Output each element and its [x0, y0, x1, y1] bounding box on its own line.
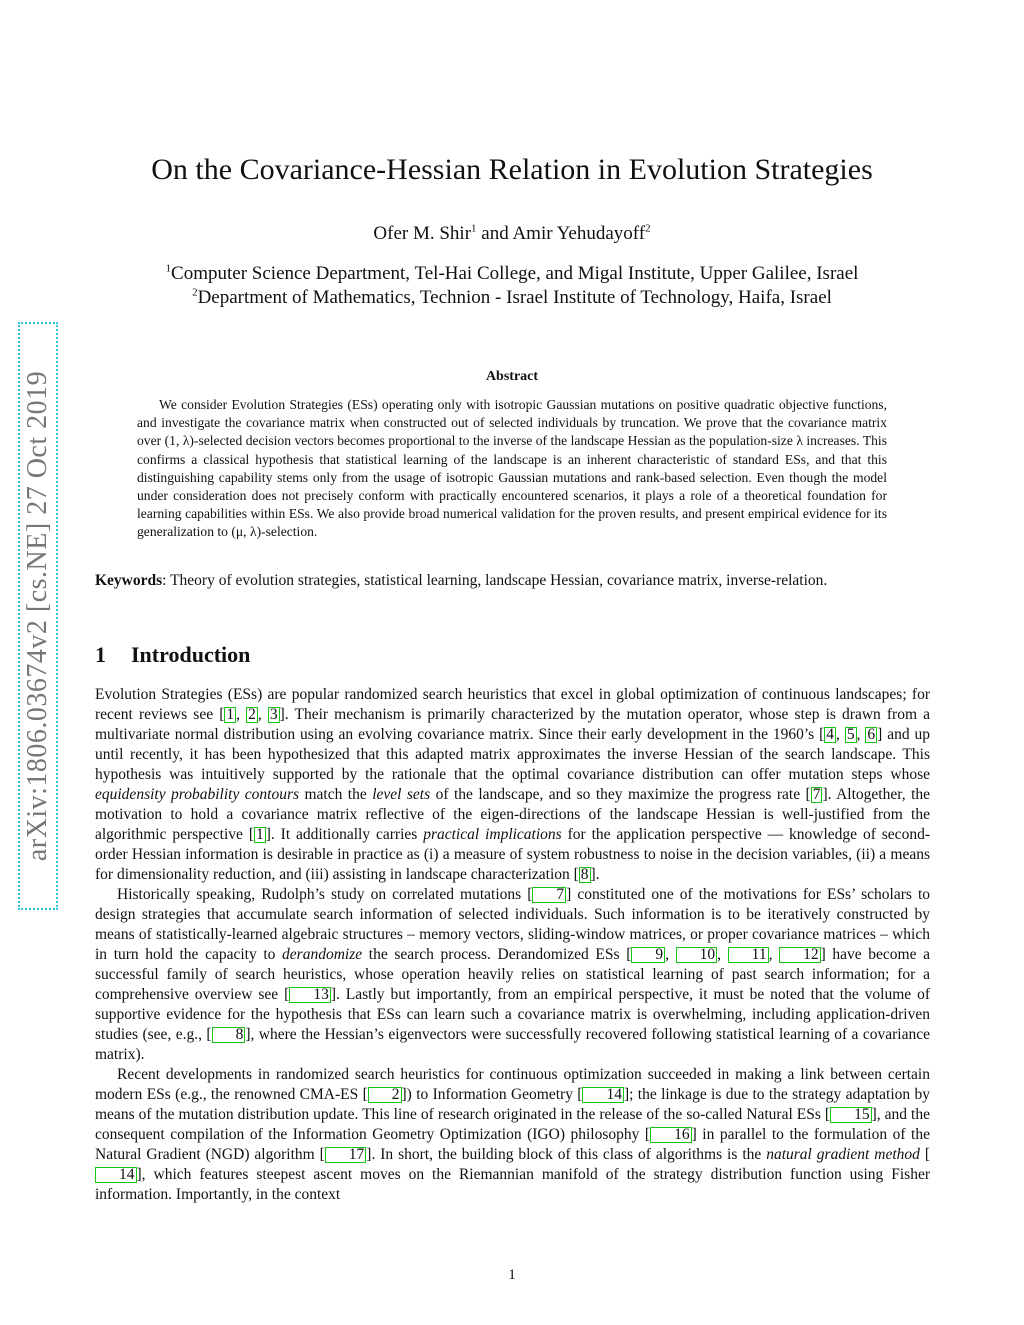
- keywords: [95, 571, 930, 591]
- citation-link[interactable]: 13: [289, 987, 331, 1003]
- affiliation-2: [0, 287, 1024, 309]
- section-number: 1: [95, 642, 106, 667]
- author-2: Amir Yehudayoff: [512, 223, 646, 244]
- affiliation-2-sup: 2: [192, 286, 198, 299]
- affiliation-1-text: Computer Science Department, Tel-Hai College, and Migal Institute, Upper Galilee, Israel: [171, 263, 859, 284]
- author-1: Ofer M. Shir: [373, 223, 472, 244]
- abstract: [137, 396, 887, 542]
- author-1-sup: 1: [471, 222, 477, 235]
- citation-link[interactable]: 14: [95, 1167, 137, 1183]
- citation-link[interactable]: 2: [368, 1087, 402, 1103]
- author-2-sup: 2: [645, 222, 651, 235]
- citation-link[interactable]: 6: [867, 726, 876, 743]
- citation-link[interactable]: 8: [212, 1027, 246, 1043]
- citation-link[interactable]: 8: [580, 866, 589, 883]
- author-and: and: [481, 223, 509, 244]
- affiliation-1-sup: 1: [165, 262, 172, 275]
- citation-link[interactable]: 3: [269, 706, 278, 723]
- page-number: 1: [508, 1267, 516, 1283]
- citation-link[interactable]: 1: [256, 826, 264, 843]
- body-text: [95, 685, 930, 1205]
- citation-link[interactable]: 4: [826, 726, 835, 743]
- citation-link[interactable]: 15: [830, 1107, 872, 1123]
- abstract-heading: Abstract: [485, 369, 539, 384]
- keywords-label: Keywords: [95, 572, 163, 589]
- citation-link[interactable]: 14: [582, 1087, 624, 1103]
- section-title: Introduction: [131, 642, 251, 667]
- affiliation-2-text: Department of Mathematics, Technion - Israel Institute of Technology, Haifa, Israel: [197, 287, 832, 308]
- citation-link[interactable]: 17: [325, 1147, 367, 1163]
- authors: [0, 223, 1024, 245]
- citation-link[interactable]: 7: [812, 786, 821, 803]
- affiliation-1: [0, 263, 1024, 285]
- citation-link[interactable]: 9: [631, 947, 665, 963]
- citation-link[interactable]: 1: [226, 706, 235, 723]
- arxiv-stamp: [18, 322, 58, 910]
- abstract-text: We consider Evolution Strategies (ESs) operating only with isotropic Gaussian mutations on positive quadratic objective functions, and investigate the covariance matrix when constructed out of selected individuals by truncation. We prove that the covariance matrix over (1, λ)-selected decision vectors becomes proportional to the inverse of the landscape Hessian as the population-size λ increases. This confirms a classical hypothesis that statistical learning of the landscape is an inherent characteristic of standard ESs, and that this distinguishing capability stems only from the usage of isotropic Gaussian mutations and rank-based selection. Even though the model under consideration does not precisely conform with practically encountered scenarios, it plays a role of a theoretical foundation for learning capabilities within ESs. We also provide broad numerical validation for the proven results, and present empirical evidence for its generalization to (μ, λ)-selection.: [137, 397, 887, 540]
- paragraph-1: Evolution Strategies (ESs) are popular randomized search heuristics that excel in global optimization of continuous landscapes; for recent reviews see [ 1 , 2 , 3 ]. Their mechanism is primarily characterized by the mutation operator, whose step is drawn from a multivariate normal distribution using an evolving covariance matrix. Since their early development in the 1960’s [ 4 , 5 , 6 ] and up until recently, it has been hypothesized that this adapted matrix approximates the inverse Hessian of the search landscape. This hypothesis was intuitively supported by the rationale that the optimal covariance distribution can offer mutation steps whose equidensity probability contours match the level sets of the landscape, and so they maximize the progress rate [ 7 ]. Altogether, the motivation to hold a covariance matrix reflective of the eigen-directions of the landscape Hessian is well-justified from the algorithmic perspective [ 1 ]. It additionally carries practical implications for the application perspective — knowledge of second-order Hessian information is desirable in practice as (i) a measure of system robustness to noise in the decision variables, (ii) a means for dimensionality reduction, and (iii) assisting in landscape characterization [ 8 ].: [95, 686, 931, 883]
- section-heading: [95, 642, 250, 668]
- arxiv-stamp-text: arXiv:1806.03674v2 [cs.NE] 27 Oct 2019: [22, 370, 53, 862]
- citation-link[interactable]: 2: [248, 706, 256, 723]
- citation-link[interactable]: 12: [779, 947, 821, 963]
- citation-link[interactable]: 16: [650, 1127, 692, 1143]
- citation-link[interactable]: 11: [728, 947, 769, 963]
- paper-title: On the Covariance-Hessian Relation in Evolution Strategies: [151, 153, 873, 186]
- citation-link[interactable]: 5: [846, 726, 855, 743]
- citation-link[interactable]: 10: [676, 947, 718, 963]
- citation-link[interactable]: 7: [532, 887, 566, 903]
- paragraph-3: Recent developments in randomized search heuristics for continuous optimization succeeded in making a link between certain modern ESs (e.g., the renowned CMA-ES [ 2 ]) to Information Geometry [ 14 ]; the linkage is due to the strategy adaptation by means of the mutation distribution update. This line of research originated in the release of the so-called Natural ESs [ 15 ], and the consequent compilation of the Information Geometry Optimization (IGO) philosophy [ 16 ] in parallel to the formulation of the Natural Gradient (NGD) algorithm [ 17 ]. In short, the building block of this class of algorithms is the natural gradient method [14 ], which features steepest ascent moves on the Riemannian manifold of the strategy distribution function using Fisher information. Importantly, in the context: [95, 1066, 930, 1203]
- keywords-text: : Theory of evolution strategies, statistical learning, landscape Hessian, covariance matrix, inverse-relation.: [162, 572, 828, 589]
- paragraph-2: Historically speaking, Rudolph’s study on correlated mutations [ 7 ] constituted one of the motivations for ESs’ scholars to design strategies that accumulate search information of selected individuals. Such information is to be iteratively constructed by means of statistically-learned algebraic structures – memory vectors, sliding-window matrices, or proper covariance matrices – which in turn hold the capacity to derandomize the search process. Derandomized ESs [ 9 , 10 , 11 , 12 ] have become a successful family of search heuristics, whose operation heavily relies on statistical learning of past search information; for a comprehensive overview see [ 13 ]. Lastly but importantly, from an empirical perspective, it must be noted that the volume of supportive evidence for the hypothesis that ESs can learn such a covariance matrix is overwhelming, including application-driven studies (see, e.g., [ 8 ], where the Hessian’s eigenvectors were successfully recovered following statistical learning of a covariance matrix).: [95, 886, 931, 1063]
